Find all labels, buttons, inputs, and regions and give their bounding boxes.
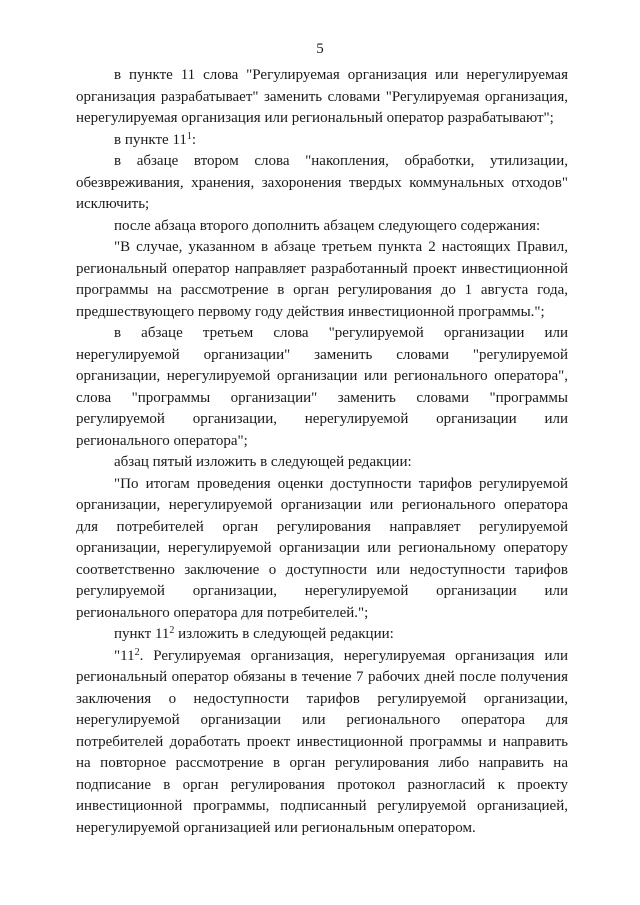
paragraph: в пункте $11^1$: xyxy=(114,130,197,148)
document-body xyxy=(76,65,568,839)
paragraph: абзац пятый изложить в следующей редакции: xyxy=(114,454,412,470)
paragraph: пункт $11^2$ изложить в следующей редакции: xyxy=(114,625,394,642)
paragraph: после абзаца второго дополнить абзацем следующего содержания: xyxy=(114,217,541,234)
paragraph: "$11^2$. Регулируемая организация, нерегулируемая организация или региональный оператор обязаны в течение 7 рабочих дней после получения заключения о недоступности тарифов регулируемой организации, нерегулируемой организации или регионального оператора для потребителей доработать проект инвестиционной программы и направить на повторное рассмотрение в орган регулирования либо направить на подписание в орган регулирования протокол разногласий к проекту инвестиционной программы, подписанный регулируемой организацией, нерегулируемой организацией или региональным оператором. xyxy=(76,646,568,836)
superscript: 2 xyxy=(134,646,140,658)
paragraph: в абзаце третьем слова "регулируемой организации или нерегулируемой организации" заменить словами "регулируемой организации, нерегулируемой организации или регионального оператора", слова "программы организации" заменить словами "программы регулируемой организации, нерегулируемой организации или регионального оператора"; xyxy=(76,325,568,449)
paragraph: "По итогам проведения оценки доступности тарифов регулируемой организации, нерегулируемой организации или регионального оператора для потребителей орган регулирования направляет регулируемой организации, нерегулируемой организации или региональному оператору соответственно заключение о доступности или недоступности тарифов регулируемой организации, нерегулируемой организации или регионального оператора для потребителей."; xyxy=(76,475,568,621)
paragraph: в пункте 11 слова "Регулируемая организация или нерегулируемая организация разрабатывает" заменить словами "Регулируемая организация, нерегулируемая организация или региональный оператор разрабатывают"; xyxy=(76,67,568,126)
paragraph: "В случае, указанном в абзаце третьем пункта 2 настоящих Правил, региональный оператор направляет разработанный проект инвестиционной программы на рассмотрение в орган регулирования до 1 августа года, предшествующего первому году действия инвестиционной программы."; xyxy=(76,239,568,320)
page-number: 5 xyxy=(316,41,324,57)
superscript: 2 xyxy=(169,625,175,636)
paragraph: в абзаце втором слова "накопления, обработки, утилизации, обезвреживания, хранения, захоронения твердых коммунальных отходов" исключить; xyxy=(76,153,568,212)
superscript: 1 xyxy=(186,130,192,142)
